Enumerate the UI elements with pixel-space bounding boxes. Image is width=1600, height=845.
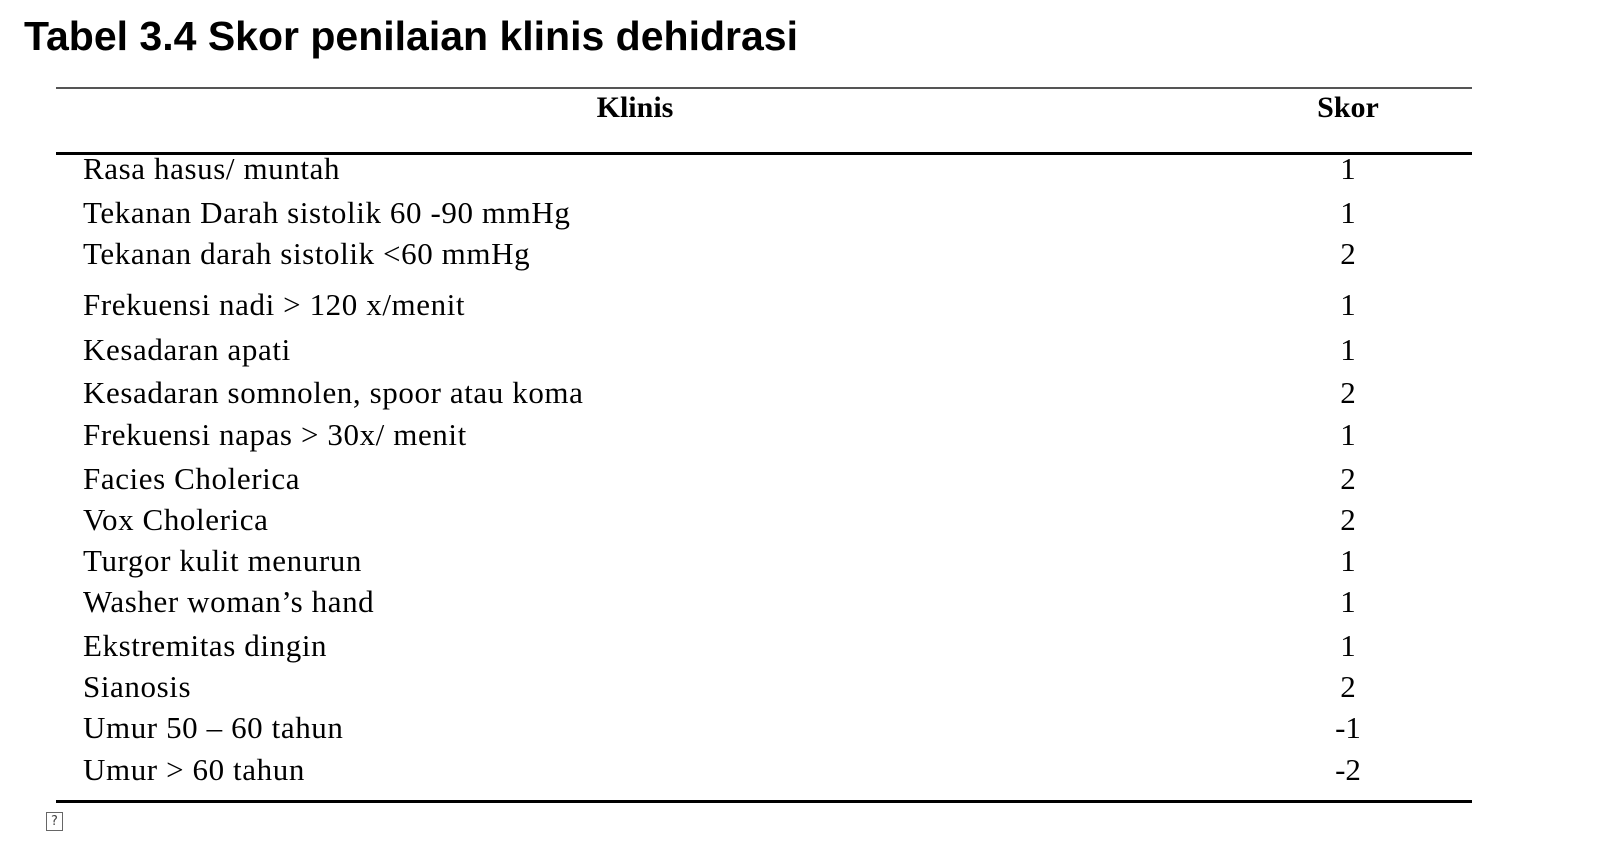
- skor-cell: 1: [1340, 195, 1356, 230]
- klinis-cell: Washer woman’s hand: [83, 584, 375, 619]
- klinis-cell: Facies Cholerica: [83, 461, 301, 496]
- skor-cell: 2: [1340, 461, 1356, 496]
- table-row: [0, 669, 1500, 705]
- column-header-klinis: Klinis: [596, 91, 674, 124]
- table-bottom-rule: [56, 800, 1472, 803]
- klinis-cell: Vox Cholerica: [83, 502, 269, 537]
- table-row: [0, 628, 1500, 664]
- skor-cell: 2: [1340, 502, 1356, 537]
- column-header-skor: Skor: [1317, 91, 1379, 124]
- skor-cell: 1: [1340, 151, 1356, 186]
- broken-image-icon: ?: [46, 812, 63, 831]
- table-row: [0, 461, 1500, 497]
- table-row: [0, 287, 1500, 323]
- table-row: [0, 710, 1500, 746]
- klinis-cell: Tekanan darah sistolik <60 mmHg: [83, 236, 531, 271]
- skor-cell: 2: [1340, 236, 1356, 271]
- table-row: [0, 375, 1500, 411]
- klinis-cell: Kesadaran somnolen, spoor atau koma: [83, 375, 584, 410]
- table-row: [0, 584, 1500, 620]
- klinis-cell: Frekuensi nadi > 120 x/menit: [83, 287, 466, 322]
- klinis-cell: Umur 50 – 60 tahun: [83, 710, 344, 745]
- klinis-cell: Turgor kulit menurun: [83, 543, 362, 578]
- skor-cell: 1: [1340, 628, 1356, 663]
- table-row: [0, 417, 1500, 453]
- klinis-cell: Frekuensi napas > 30x/ menit: [83, 417, 467, 452]
- table-row: [0, 236, 1500, 272]
- skor-cell: -2: [1335, 752, 1361, 787]
- klinis-cell: Tekanan Darah sistolik 60 -90 mmHg: [83, 195, 571, 230]
- klinis-cell: Rasa hasus/ muntah: [83, 151, 341, 186]
- skor-cell: 1: [1340, 332, 1356, 367]
- table-row: [0, 332, 1500, 368]
- skor-cell: 1: [1340, 543, 1356, 578]
- table-row: [0, 752, 1500, 788]
- skor-cell: 2: [1340, 669, 1356, 704]
- skor-cell: 1: [1340, 287, 1356, 322]
- table-row: [0, 151, 1500, 187]
- skor-cell: 1: [1340, 417, 1356, 452]
- page-title: Tabel 3.4 Skor penilaian klinis dehidrasi: [24, 13, 798, 59]
- table-row: [0, 195, 1500, 231]
- klinis-cell: Kesadaran apati: [83, 332, 291, 367]
- klinis-cell: Sianosis: [83, 669, 192, 704]
- skor-cell: 1: [1340, 584, 1356, 619]
- skor-cell: 2: [1340, 375, 1356, 410]
- klinis-cell: Umur > 60 tahun: [83, 752, 305, 787]
- skor-cell: -1: [1335, 710, 1361, 745]
- table-top-rule: [56, 87, 1472, 89]
- klinis-cell: Ekstremitas dingin: [83, 628, 328, 663]
- table-row: [0, 543, 1500, 579]
- table-row: [0, 502, 1500, 538]
